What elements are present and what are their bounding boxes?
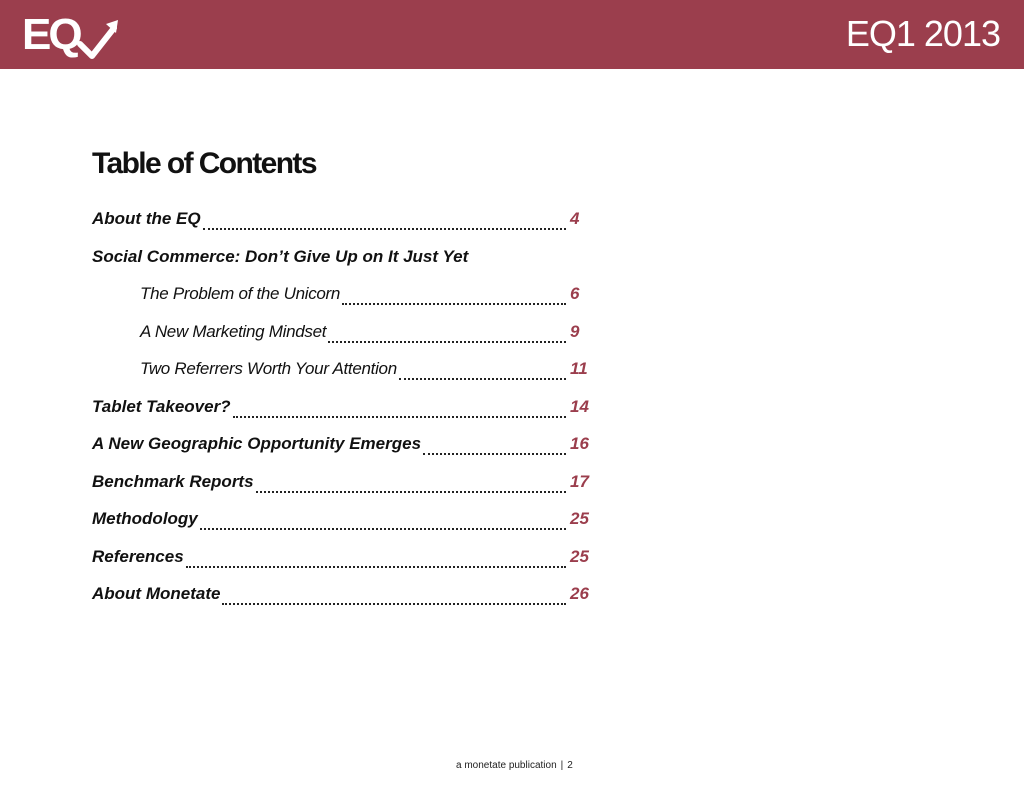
toc-entry[interactable] xyxy=(92,581,592,619)
toc-entry-label: A New Geographic Opportunity Emerges xyxy=(92,434,422,453)
toc-entry-page: 17 xyxy=(570,471,589,491)
toc-entry[interactable] xyxy=(92,206,592,244)
footer-page-number: 2 xyxy=(567,760,573,771)
toc-entry-page: 4 xyxy=(570,209,580,228)
toc-dot-leader xyxy=(423,431,566,457)
toc-entry-label: Social Commerce: Don’t Give Up on It Just Yet xyxy=(92,246,469,266)
toc-entry-label: The Problem of the Unicorn xyxy=(140,284,341,303)
toc-dot-leader xyxy=(200,506,566,532)
toc-entry-page: 25 xyxy=(570,546,589,566)
footer-publication: a monetate publication xyxy=(456,760,557,771)
toc-entry-page: 9 xyxy=(570,321,580,341)
checkmark-arrow-icon xyxy=(22,14,122,60)
toc-dot-leader xyxy=(342,281,566,307)
footer-separator: | xyxy=(560,760,564,771)
toc-entry-page: 26 xyxy=(570,584,589,603)
toc-entry-label: Two Referrers Worth Your Attention xyxy=(140,359,397,378)
logo-text: EQ xyxy=(22,10,80,59)
toc-dot-leader xyxy=(233,394,566,420)
header-bar xyxy=(0,0,1024,69)
toc-entry-label: Tablet Takeover? xyxy=(92,396,231,416)
toc-entry-page: 25 xyxy=(570,509,589,528)
toc-entry[interactable] xyxy=(92,356,592,394)
toc-list xyxy=(92,206,592,619)
toc-entry-label: About the EQ xyxy=(92,209,201,228)
toc-entry[interactable] xyxy=(92,544,592,582)
toc-entry[interactable] xyxy=(92,431,592,469)
toc-entry-page: 14 xyxy=(570,396,589,416)
toc-entry-label: Benchmark Reports xyxy=(92,471,254,491)
toc-dot-leader xyxy=(222,581,566,607)
toc-dot-leader xyxy=(256,469,566,495)
toc-dot-leader xyxy=(328,319,566,345)
toc-entry[interactable] xyxy=(92,319,592,357)
toc-entry-page: 6 xyxy=(570,284,580,303)
toc-entry-label: References xyxy=(92,546,184,566)
toc-entry[interactable] xyxy=(92,506,592,544)
toc-entry[interactable] xyxy=(92,394,592,432)
toc-entry-label: Methodology xyxy=(92,509,198,528)
toc-entry-label: A New Marketing Mindset xyxy=(140,321,327,341)
toc-entry[interactable] xyxy=(92,281,592,319)
toc-dot-leader xyxy=(399,356,566,382)
toc-entry-label: About Monetate xyxy=(92,584,221,603)
footer xyxy=(456,758,573,774)
toc-entry-page: 16 xyxy=(570,434,589,453)
toc-entry[interactable] xyxy=(92,469,592,507)
page-title: Table of Contents xyxy=(92,147,316,180)
edition-label: EQ1 2013 xyxy=(845,13,1000,54)
toc-dot-leader xyxy=(203,206,566,232)
toc-entry-page: 11 xyxy=(570,359,588,378)
toc-dot-leader xyxy=(186,544,566,570)
eq-logo xyxy=(22,10,122,60)
toc-entry[interactable] xyxy=(92,244,592,282)
